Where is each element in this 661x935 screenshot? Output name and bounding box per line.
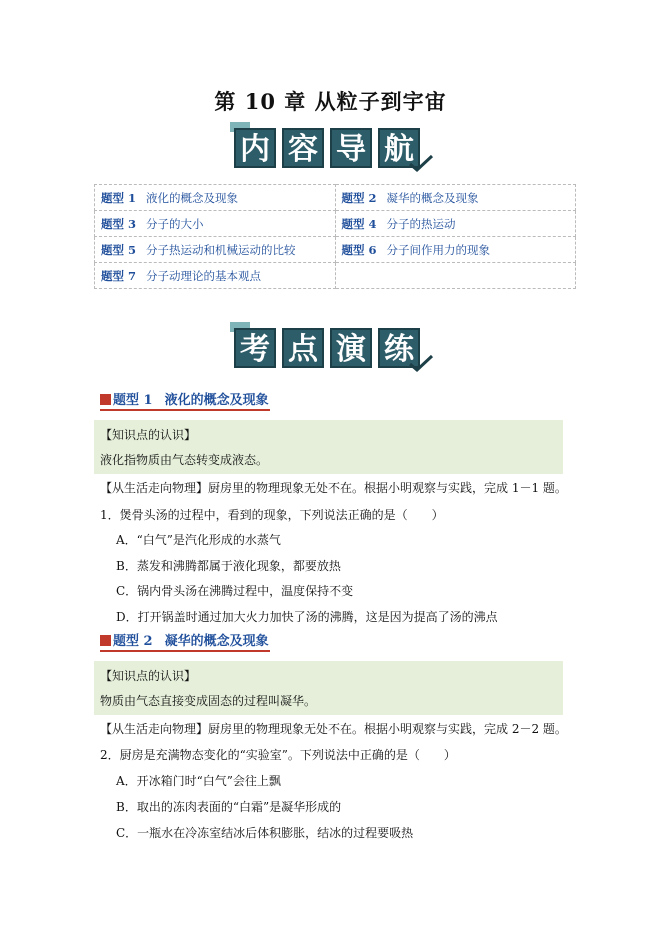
option-a[interactable]: A．开冰箱门时“白气”会往上飘 [116, 774, 281, 788]
banner-char: 容 [282, 128, 324, 168]
section-heading-2: 题型 2 凝华的概念及现象 [100, 630, 270, 652]
knowledge-text: 液化指物质由气态转变成液态。 [100, 453, 269, 467]
table-row [95, 263, 576, 289]
knowledge-box-2 [94, 661, 563, 715]
banner-char: 考 [234, 328, 276, 368]
knowledge-heading: 【知识点的认识】 [100, 669, 197, 683]
nav-cell[interactable]: 题型 6 分子间作用力的现象 [335, 237, 576, 263]
section-heading-1: 题型 1 液化的概念及现象 [100, 389, 270, 411]
red-square-icon [100, 394, 111, 405]
knowledge-heading: 【知识点的认识】 [100, 428, 197, 442]
option-c[interactable]: C．锅内骨头汤在沸腾过程中，温度保持不变 [116, 584, 354, 598]
nav-cell-empty [335, 263, 576, 289]
nav-cell[interactable]: 题型 7 分子动理论的基本观点 [95, 263, 336, 289]
table-row [95, 237, 576, 263]
practice-banner [230, 322, 430, 372]
nav-cell[interactable]: 题型 1 液化的概念及现象 [95, 185, 336, 211]
option-d[interactable]: D．打开锅盖时通过加大火力加快了汤的沸腾，这是因为提高了汤的沸点 [116, 610, 498, 624]
option-c[interactable]: C．一瓶水在冷冻室结冰后体积膨胀，结冰的过程要吸热 [116, 826, 414, 840]
option-b[interactable]: B．取出的冻肉表面的“白霜”是凝华形成的 [116, 800, 342, 814]
banner-char: 练 [378, 328, 420, 368]
question-2: 2．厨房是充满物态变化的“实验室”。下列说法中正确的是（ ） [100, 748, 456, 762]
nav-cell[interactable]: 题型 4 分子的热运动 [335, 211, 576, 237]
banner-char: 内 [234, 128, 276, 168]
checkmark-icon [408, 354, 434, 372]
page-title: 第 10 章 从粒子到宇宙 [214, 89, 447, 114]
option-a[interactable]: A．“白气”是汽化形成的水蒸气 [116, 533, 281, 547]
knowledge-box-1 [94, 420, 563, 474]
red-square-icon [100, 635, 111, 646]
table-row [95, 185, 576, 211]
nav-cell[interactable]: 题型 2 凝华的概念及现象 [335, 185, 576, 211]
banner-char: 航 [378, 128, 420, 168]
banner-char: 导 [330, 128, 372, 168]
nav-cell[interactable]: 题型 3 分子的大小 [95, 211, 336, 237]
intro-text: 【从生活走向物理】厨房里的物理现象无处不在。根据小明观察与实践，完成 1－1 题。 [100, 481, 567, 495]
question-1: 1．煲骨头汤的过程中，看到的现象，下列说法正确的是（ ） [100, 508, 444, 522]
banner-char: 点 [282, 328, 324, 368]
option-b[interactable]: B．蒸发和沸腾都属于液化现象，都要放热 [116, 559, 341, 573]
table-row [95, 211, 576, 237]
banner-char: 演 [330, 328, 372, 368]
checkmark-icon [408, 154, 434, 172]
topic-nav-table [94, 184, 576, 289]
content-nav-banner [230, 122, 430, 172]
intro-text: 【从生活走向物理】厨房里的物理现象无处不在。根据小明观察与实践，完成 2－2 题。 [100, 722, 567, 736]
nav-cell[interactable]: 题型 5 分子热运动和机械运动的比较 [95, 237, 336, 263]
knowledge-text: 物质由气态直接变成固态的过程叫凝华。 [100, 694, 317, 708]
